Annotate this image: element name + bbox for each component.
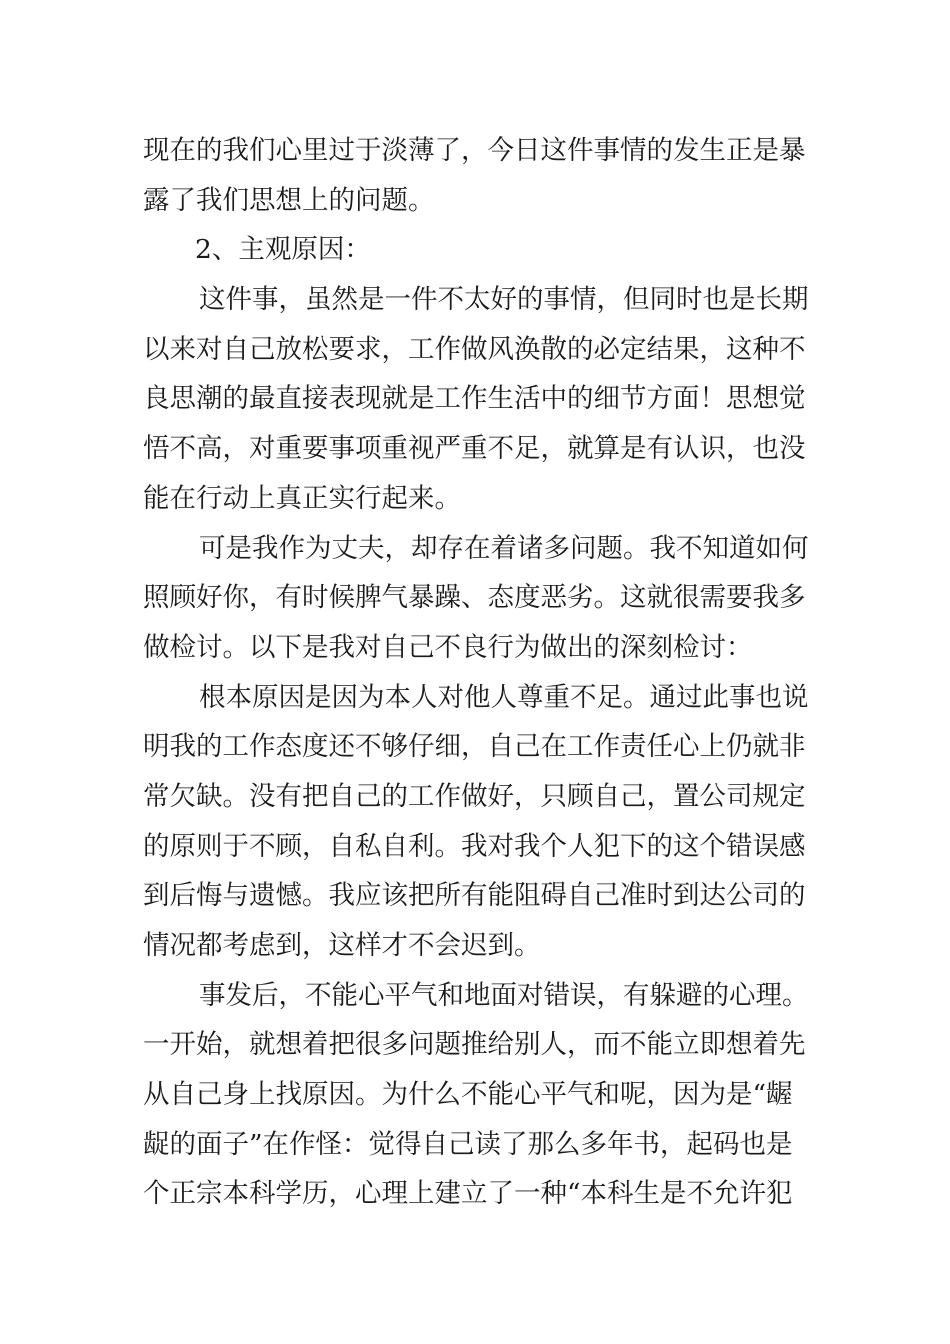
- text-line: 龊的面子”在作怪：觉得自己读了那么多年书，起码也是: [143, 1128, 793, 1160]
- text-line: 到后悔与遗憾。我应该把所有能阻碍自己准时到达公司的: [143, 880, 806, 912]
- text-line: 现在的我们心里过于淡薄了，今日这件事情的发生正是暴: [143, 135, 806, 166]
- text-line: 做检讨。以下是我对自己不良行为做出的深刻检讨：: [143, 631, 753, 663]
- text-line: 一开始，就想着把很多问题推给别人，而不能立即想着先: [143, 1029, 806, 1061]
- paragraph-start-line: 事发后，不能心平气和地面对错误，有躲避的心理。: [199, 979, 809, 1011]
- text-line: 个正宗本科学历，心理上建立了一种“本科生是不允许犯: [143, 1178, 793, 1210]
- text-line: 悟不高，对重要事项重视严重不足，就算是有认识，也没: [143, 433, 806, 465]
- document-body: [143, 126, 813, 1219]
- text-line: 的原则于不顾，自私自利。我对我个人犯下的这个错误感: [143, 830, 806, 862]
- text-line: 照顾好你，有时候脾气暴躁、态度恶劣。这就很需要我多: [143, 582, 806, 614]
- text-line: 情况都考虑到，这样才不会迟到。: [143, 930, 541, 961]
- text-line: 常欠缺。没有把自己的工作做好，只顾自己，置公司规定: [143, 780, 806, 812]
- paragraph-start-line: 这件事，虽然是一件不太好的事情，但同时也是长期: [199, 284, 809, 316]
- text-line: 良思潮的最直接表现就是工作生活中的细节方面！思想觉: [143, 383, 806, 415]
- text-line: 从自己身上找原因。为什么不能心平气和呢，因为是“龌: [143, 1079, 793, 1111]
- text-line: 露了我们思想上的问题。: [143, 184, 435, 216]
- text-line: 能在行动上真正实行起来。: [143, 482, 461, 514]
- paragraph-start-line: 可是我作为丈夫，却存在着诸多问题。我不知道如何: [199, 532, 809, 564]
- section-heading: 2、主观原因：: [195, 234, 371, 266]
- paragraph-start-line: 根本原因是因为本人对他人尊重不足。通过此事也说: [199, 681, 809, 713]
- text-line: 以来对自己放松要求，工作做风涣散的必定结果，这种不: [143, 333, 806, 365]
- text-line: 明我的工作态度还不够仔细，自己在工作责任心上仍就非: [143, 731, 806, 763]
